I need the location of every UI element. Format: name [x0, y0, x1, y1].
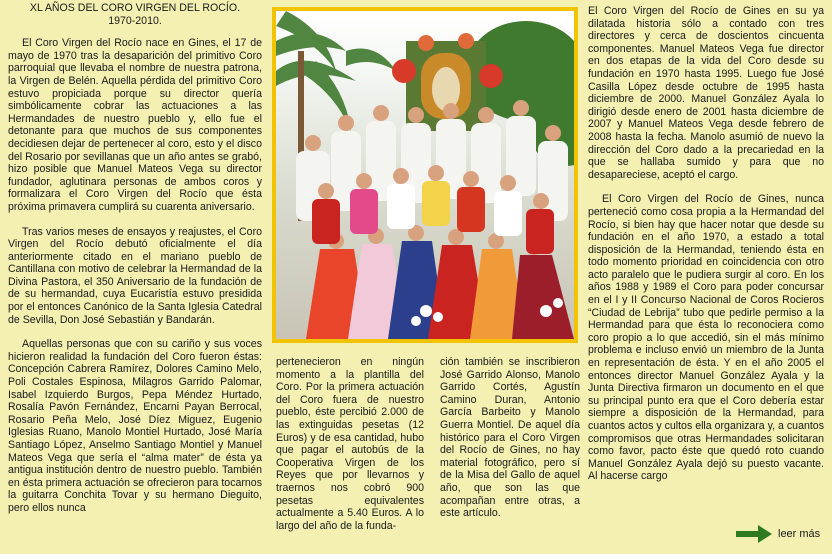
article-column-4 — [588, 5, 824, 483]
choir-photo-illustration — [276, 11, 574, 339]
article-column-1 — [8, 2, 262, 515]
choir-group-photo — [272, 7, 578, 343]
article-title-main: XL AÑOS DEL CORO VIRGEN DEL ROCÍO. — [29, 2, 241, 14]
article-column-2 — [276, 356, 424, 532]
read-more-label[interactable]: leer más — [778, 528, 821, 540]
read-more-link[interactable] — [736, 524, 820, 544]
paragraph-debut: Tras varios meses de ensayos y reajustes, el Coro Virgen del Rocío debutó oficialmente el día anteriormente citado en el mariano pueblo de Cantillana con motivo de celebrar la Hermandad de la Divina Pastora, el 350 Aniversario de la fundación de de su hermandad, cuya Eucaristía estuvo presidida por el entonces Canónico de la Santa Iglesia Catedral de Sevilla, Don José Sebastián y Bandarán. — [8, 225, 262, 326]
paragraph-directors: El Coro Virgen del Rocío de Gines en su ya dilatada historia sólo a contado con tres directores y cerca de doscientos cincuenta componentes. Manuel Mateos Vega fue director en dos etapas de la vida del Coro desde su fundación en 1970 hasta 1995. Luego fue José Casilla López desde octubre de 1995 hasta diciembre de 2000. Manuel González Ayala lo dirigió desde enero de 2001 hasta diciembre de 2007 y Manuel Mateos Vega desde febrero de 2008 hasta la fecha. Manolo asumió de nuevo la dirección del Coro dado a la precariedad en la que se hallaba sumido y para que no desapareciese, aceptó el cargo. — [588, 5, 824, 181]
paragraph-founding: El Coro Virgen del Rocío nace en Gines, el 17 de mayo de 1970 tras la desaparición del primitivo Coro parroquial que llevaba el nombre de nuestra patrona, la Virgen de Belén. Aquella pérdida del primitivo Coro estuvo propiciada porque su director quería simbólicamente cobrar las actuaciones a las Hermandades de nuestro pueblo y, ello fue el detonante para que muchos de sus componentes decidiesen dejar de pertenecer al coro, esto y el disco del Rosario por sevillanas que un año antes se grabó, hizo posible que Manuel Mateos Vega su director fundador, aglutinara personas de ambos coros y formalizara el Coro Virgen del Rocío que ésta próxima primavera cumplirá su cuarenta aniversario. — [8, 37, 262, 213]
paragraph-first-payment: pertenecieron en ningún momento a la plantilla del Coro. Por la primera actuación del Coro fuera de nuestro pueblo, éste percibió 2.000 de las extinguidas pesetas (12 Euros) y de esa cantidad, hubo que pagar el autobús de la Cooperativa Virgen de los Reyes que por llevarnos y traernos nos cobró 900 pesetas equivalentes actualmente a 5.40 Euros. A lo largo del año de la funda- — [276, 356, 424, 532]
paragraph-founders: Aquellas personas que con su cariño y sus voces hicieron realidad la fundación del Coro fueron éstas: Concepción Cabrera Ramírez, Dolores Camino Melo, Poli Costales Espinosa, Milagros Garrido Palomar, Isabel Izquierdo Burgos, Pepa Méndez Hurtado, Rosalía Pavón Fernández, Encarni Payan Berrocal, Rosario Peña Melo, José Díez Miguez, Eugenio Iglesias Ruano, Manolo Montiel Hurtado, José María Santiago López, Anselmo Santiago Montiel y Manuel Mateos Vega que sería el “alma mater” de ésta ya antigua institución dentro de nuestro pueblo. También en ésta primera actuación se ofrecieron para tocarnos la guitarra Conchita Tovar y su hermano Dieguito, pero ellos nunca — [8, 338, 262, 514]
paragraph-hermandad: El Coro Virgen del Rocío de Gines, nunca perteneció como cosa propia a la Hermandad del Rocío, si bien hay que hacer notar que desde su fundación en el año 1970, a estado a total disposición de la Hermandad, teniendo ésta en todo momento prioridad en coincidencia con otro acto paralelo que le pudiera surgir al coro. En los años 1988 y 1989 el Coro para poder concursar en el I y II Concurso Nacional de Coros Rocieros “Ciudad de Lebrija” tubo que pedirle permiso a la Hermandad para que ésta lo reconociera como coro propio a lo que accedió, sin el más mínimo problema e incluso envió un miembro de la Junta en representación de ésta. Y en el año 2005 el entonces director Manuel González Ayala y la Junta Directiva firmaron un documento en el que su principal punto era que el Coro debería estar siempre a disposición de la Hermandad, para cuantos actos y cultos ella organizara y, a cuantos compromisos que otras Hermandades solicitaran como favor, pacto éste que quedó roto cuando Manuel González Ayala dejó su puesto vacante. Al hacerse cargo — [588, 193, 824, 483]
paragraph-new-members: ción también se inscribieron José Garrido Alonso, Manolo Garrido Cortés, Agustín Camino Duran, Antonio García Barbeito y Manolo Guerra Montiel. De aquel día histórico para el Coro Virgen del Rocío de Gines, no hay material fotográfico, pero sí de la Misa del Gallo de aquel año, que son las que acompañan entre otras, a este artículo. — [440, 356, 580, 520]
article-column-3 — [440, 356, 580, 520]
article-title-years: 1970-2010. — [108, 14, 162, 27]
article-title — [8, 2, 262, 27]
arrow-right-icon[interactable] — [736, 524, 772, 544]
